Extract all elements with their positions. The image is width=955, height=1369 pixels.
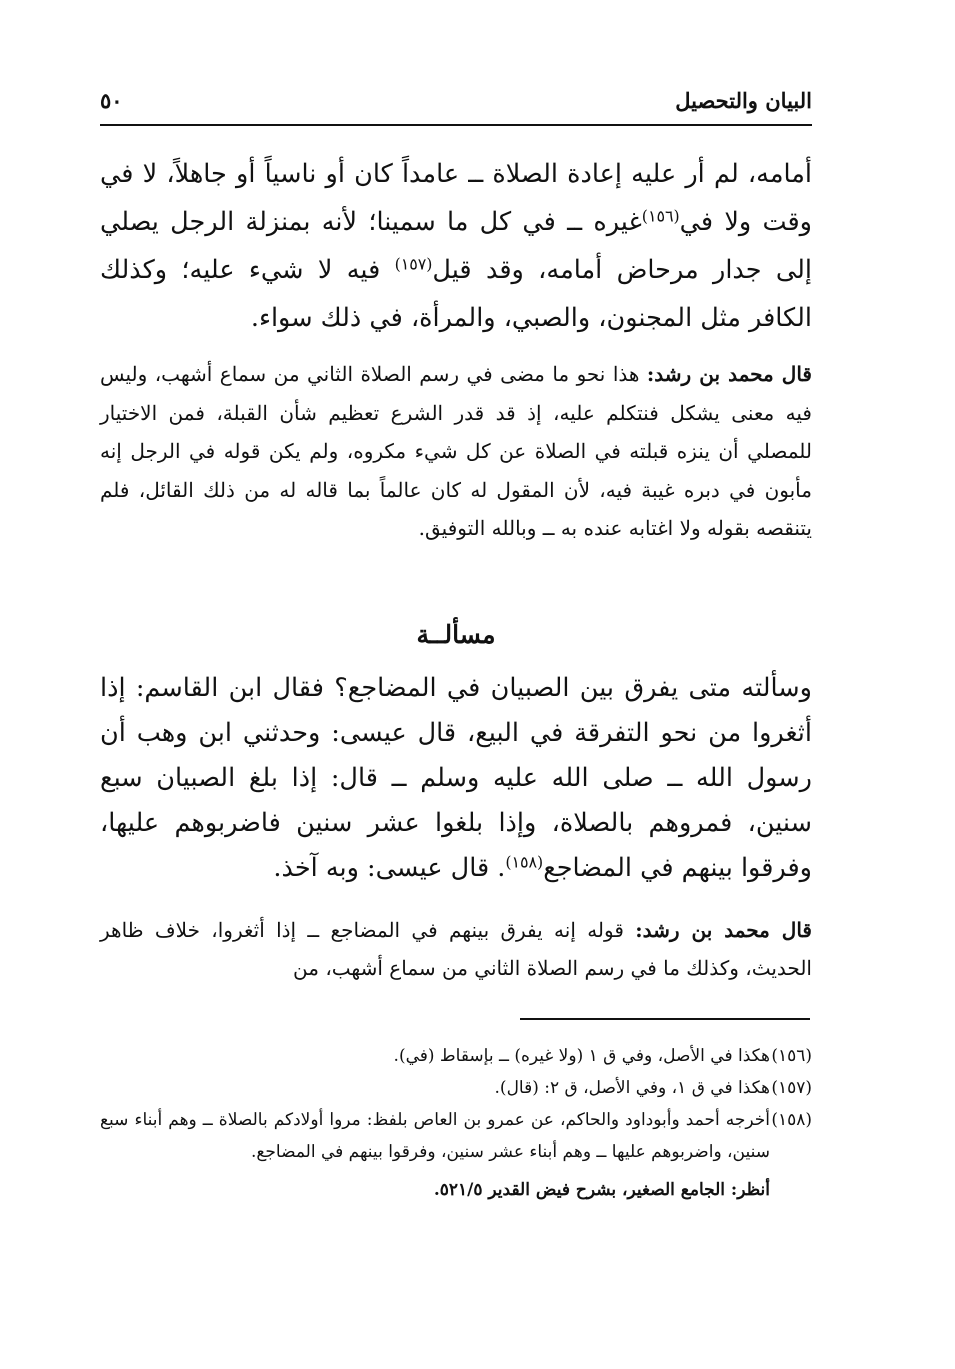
- paragraph-3-part-b: . قال عيسى: وبه آخذ.: [273, 853, 506, 883]
- reference-line: أنظر: الجامع الصغير، بشرح فيض القدير ٥٢١/٥.: [433, 1180, 770, 1200]
- footnote-divider: [520, 1018, 810, 1020]
- paragraph-3: [100, 666, 812, 891]
- paragraph-2: [100, 355, 812, 548]
- paragraph-3-part-a: وسألته متى يفرق بين الصبيان في المضاجع؟ فقال ابن القاسم: إذا أثغروا من نحو التفرقة في البيع، قال عيسى: وحدثني ابن وهب أن رسول الله ــ صلى الله عليه وسلم ــ قال: إذا بلغ الصبيان سبع سنين، فمروهم بالصلاة، وإذا بلغوا عشر سنين فاضربوهم عليها، وفرقوا بينهم في المضاجع: [100, 673, 812, 883]
- running-title: البيان والتحصيل: [675, 88, 812, 113]
- section-heading: مسألــة: [416, 620, 496, 649]
- footnote-text: أخرجه أحمد وأبوداود والحاكم، عن عمرو بن العاص بلفظ: مروا أولادكم بالصلاة ــ وهم أبناء سبع سنين، واضربوهم عليها ــ وهم أبناء عشر سنين، وفرقوا بينهم في المضاجع.: [100, 1110, 770, 1162]
- paragraph-1-part-c: فيه لا شيء عليه؛ وكذلك الكافر مثل المجنون، والصبي، والمرأة، في ذلك سواء.: [100, 255, 812, 333]
- paragraph-4: [100, 911, 812, 987]
- footnote-156: [100, 1040, 812, 1072]
- footnote-text: هكذا في الأصل، وفي ق ١ (ولا غيره) ــ بإسقاط (في).: [393, 1046, 770, 1066]
- footnote-ref-157: (١٥٧): [394, 254, 433, 274]
- page-number: ٥٠: [100, 88, 123, 113]
- footnotes: [100, 1040, 812, 1206]
- commentary-lead: قال محمد بن رشد:: [646, 362, 812, 386]
- footnote-ref-158: (١٥٨): [505, 852, 544, 872]
- footnote-number: (١٥٨): [771, 1110, 812, 1130]
- commentary-lead: قال محمد بن رشد:: [635, 918, 812, 942]
- paragraph-1: [100, 150, 812, 342]
- footnote-157: [100, 1072, 812, 1104]
- footnote-number: (١٥٦): [771, 1046, 812, 1066]
- paragraph-2-text: هذا نحو ما مضى في رسم الصلاة الثاني من سماع أشهب، وليس فيه معنى يشكل فنتكلم عليه، إذ قد قدر الشرع تعظيم شأن القبلة، فمن الاختيار للمصلي أن ينزه قبلته في الصلاة عن كل شيء مكروه، ولم يكن قوله في الرجل إنه مأبون في دبره غيبة فيه، لأن المقول له كان عالماً بما قاله له من ذلك القائل، فلم يتنقصه بقوله ولا اغتابه عنده به ــ وبالله التوفيق.: [100, 362, 812, 540]
- footnote-number: (١٥٧): [771, 1078, 812, 1098]
- footnote-ref-156: (١٥٦): [641, 206, 680, 226]
- footnote-text: هكذا في ق ١، وفي الأصل، ق ٢: (قال).: [494, 1078, 770, 1098]
- footnote-158: [100, 1104, 812, 1168]
- page-header: [100, 88, 812, 126]
- paragraph-1-part-b: غيره ــ في كل ما سمينا؛ لأنه بمنزلة الرجل يصلي إلى جدار مرحاض أمامه، وقد قيل: [100, 207, 812, 285]
- paragraph-4-text: قوله إنه يفرق بينهم في المضاجع ــ إذا أثغروا، خلاف ظاهر الحديث، وكذلك ما في رسم الصلاة الثاني من سماع أشهب، من: [100, 918, 812, 980]
- paragraph-1-part-a: أمامه، لم أر عليه إعادة الصلاة ــ عامداً كان أو ناسياً أو جاهلاً، لا في وقت ولا في: [100, 159, 812, 237]
